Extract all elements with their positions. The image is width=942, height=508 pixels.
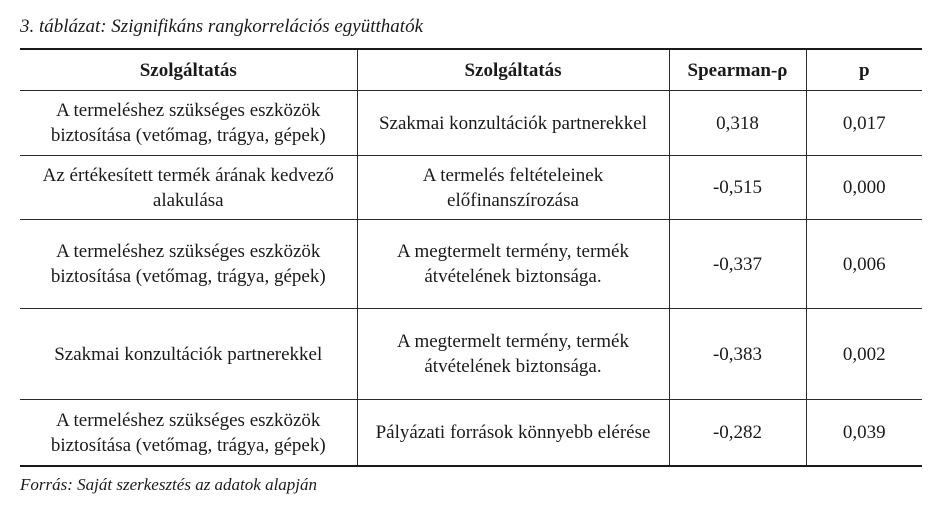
cell-spearman-rho: -0,515 [669, 156, 806, 220]
correlation-table [20, 48, 922, 467]
cell-service-1: Az értékesített termék árának kedvező alakulása [20, 156, 357, 220]
cell-service-1: Szakmai konzultációk partnerekkel [20, 309, 357, 400]
cell-p-value: 0,002 [806, 309, 922, 400]
table-caption: 3. táblázat: Szignifikáns rangkorrelációs együtthatók [20, 16, 424, 37]
table-row [20, 220, 922, 309]
cell-service-2: Szakmai konzultációk partnerekkel [357, 91, 669, 156]
cell-spearman-rho: -0,383 [669, 309, 806, 400]
cell-service-2: Pályázati források könnyebb elérése [357, 400, 669, 467]
cell-service-1: A termeléshez szükséges eszközök biztosítása (vetőmag, trágya, gépek) [20, 400, 357, 467]
cell-p-value: 0,039 [806, 400, 922, 467]
header-p-value: p [806, 49, 922, 91]
header-service-2: Szolgáltatás [357, 49, 669, 91]
cell-service-1: A termeléshez szükséges eszközök biztosítása (vetőmag, trágya, gépek) [20, 91, 357, 156]
cell-p-value: 0,017 [806, 91, 922, 156]
table-row [20, 156, 922, 220]
source-note: Forrás: Saját szerkesztés az adatok alapján [20, 475, 318, 494]
table-row [20, 309, 922, 400]
cell-spearman-rho: 0,318 [669, 91, 806, 156]
cell-service-2: A megtermelt termény, termék átvételének biztonsága. [357, 309, 669, 400]
header-service-1: Szolgáltatás [20, 49, 357, 91]
cell-spearman-rho: -0,337 [669, 220, 806, 309]
table-row [20, 400, 922, 467]
table-header-row [20, 49, 922, 91]
cell-service-2: A megtermelt termény, termék átvételének biztonsága. [357, 220, 669, 309]
table-row [20, 91, 922, 156]
header-spearman-rho: Spearman-ρ [669, 49, 806, 91]
cell-spearman-rho: -0,282 [669, 400, 806, 467]
cell-p-value: 0,000 [806, 156, 922, 220]
cell-service-2: A termelés feltételeinek előfinanszírozása [357, 156, 669, 220]
cell-service-1: A termeléshez szükséges eszközök biztosítása (vetőmag, trágya, gépek) [20, 220, 357, 309]
cell-p-value: 0,006 [806, 220, 922, 309]
